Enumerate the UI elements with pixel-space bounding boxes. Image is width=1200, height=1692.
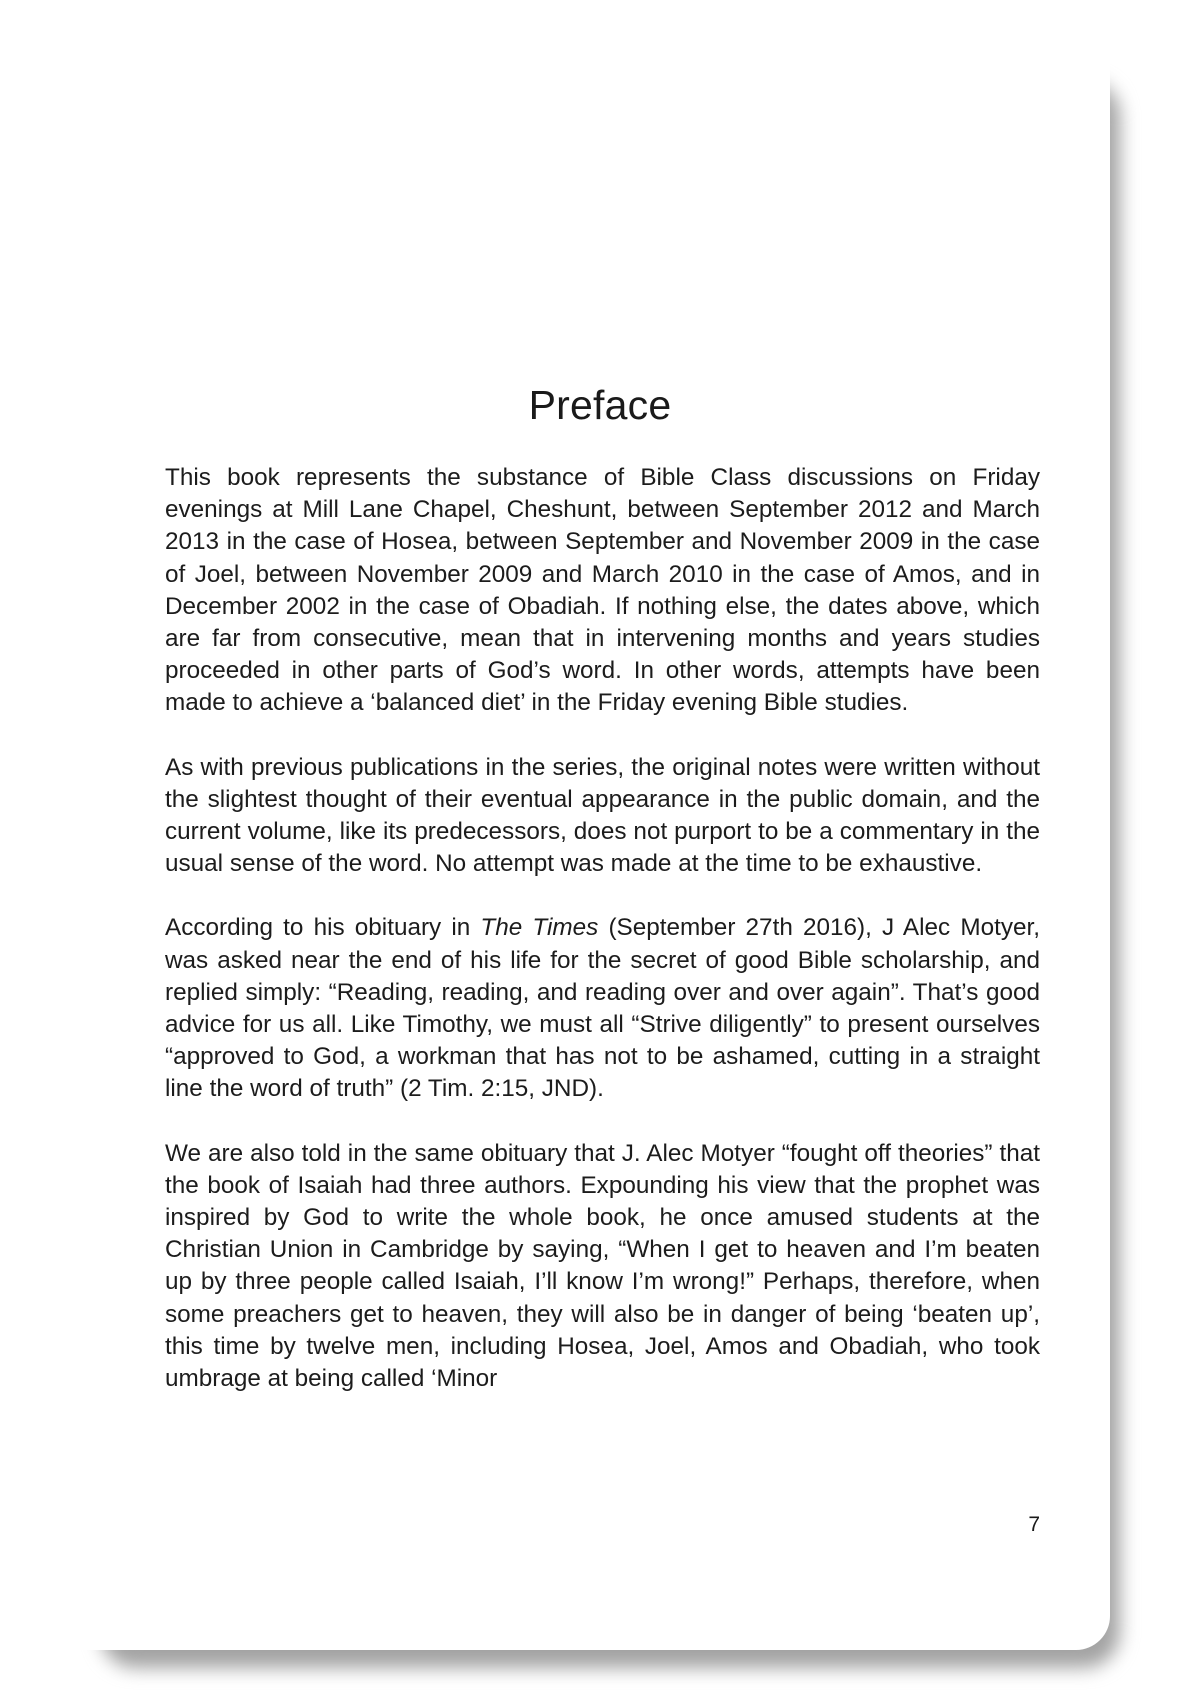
paragraph-notes: As with previous publications in the series, the original notes were written without the slightest thought of their eventual appearance in the public domain, and the current volume, like its predecessors, does not purport to be a commentary in the usual sense of the word. No attempt was made at the time to be exhaustive. — [165, 753, 1040, 878]
paragraph-obituary — [165, 912, 1040, 1105]
newspaper-title: The Times — [480, 914, 599, 942]
page-number: 7 — [1028, 1513, 1040, 1536]
paragraph-dates: This book represents the substance of Bible Class discussions on Friday evenings at Mill Lane Chapel, Cheshunt, between September 2012 and March 2013 in the case of Hosea, between September and November 2009 in the case of Joel, between November 2009 and March 2010 in the case of Amos, and in December 2002 in the case of Obadiah. If nothing else, the dates above, which are far from consecutive, mean that in intervening months and years studies proceeded in other parts of God’s word. In other words, attempts have been made to achieve a ‘balanced diet’ in the Friday evening Bible studies. — [165, 464, 1040, 717]
paragraph-obituary-rest: (September 27th 2016), J Alec Motyer, was asked near the end of his life for the secret of good Bible scholarship, and replied simply: “Reading, reading, and reading over and over again”. That’s good advice for us all. Like Timothy, we must all “Strive diligently” to present ourselves “approved to God, a workman that has not to be ashamed, cutting in a straight line the word of truth” (2 Tim. 2:15, JND). — [165, 914, 1040, 1103]
preface-body — [165, 462, 1040, 1427]
page-title: Preface — [528, 382, 672, 428]
paragraph-obituary-start: According to his obituary in — [165, 914, 481, 942]
paragraph-isaiah: We are also told in the same obituary that J. Alec Motyer “fought off theories” that the book of Isaiah had three authors. Expounding his view that the prophet was inspired by God to write the whole book, he once amused students at the Christian Union in Cambridge by saying, “When I get to heaven and I’m beaten up by three people called Isaiah, I’ll know I’m wrong!” Perhaps, therefore, when some preachers get to heaven, they will also be in danger of being ‘beaten up’, this time by twelve men, including Hosea, Joel, Amos and Obadiah, who took umbrage at being called ‘Minor — [165, 1139, 1040, 1393]
